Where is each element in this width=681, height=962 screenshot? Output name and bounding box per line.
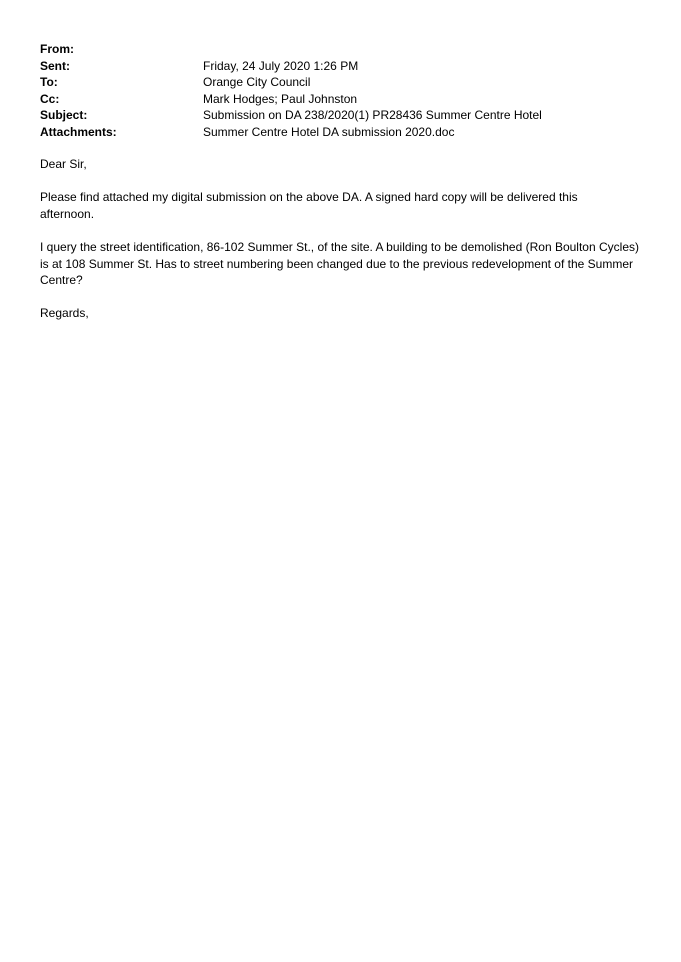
from-label: From:: [40, 42, 74, 56]
subject-value: Submission on DA 238/2020(1) PR28436 Summer Centre Hotel: [203, 108, 542, 123]
greeting: Dear Sir,: [40, 157, 87, 171]
to-value: Orange City Council: [203, 75, 311, 90]
to-label: To:: [40, 75, 58, 90]
attachments-label: Attachments:: [40, 124, 117, 139]
attachments-value: Summer Centre Hotel DA submission 2020.doc: [203, 124, 455, 139]
sent-label: Sent:: [40, 58, 70, 73]
header-row-to: [40, 74, 650, 91]
body-paragraph-2: I query the street identification, 86-102 Summer St., of the site. A building to be demolished (Ron Boulton Cycles) is at 108 Summer St. Has to street numbering been changed due to the previous redevelopment of the Summer Centre?: [40, 239, 639, 288]
cc-label: Cc:: [40, 91, 60, 106]
email-body: [40, 156, 639, 339]
header-row-cc: [40, 91, 650, 108]
email-header-block: [40, 41, 650, 141]
header-row-from: [40, 41, 650, 58]
cc-value: Mark Hodges; Paul Johnston: [203, 91, 358, 106]
subject-label: Subject:: [40, 108, 88, 123]
from-value: [203, 41, 650, 58]
header-row-sent: [40, 58, 650, 75]
sent-value: Friday, 24 July 2020 1:26 PM: [203, 58, 359, 73]
header-row-attachments: [40, 124, 650, 141]
closing: Regards,: [40, 306, 89, 321]
body-paragraph-1: Please find attached my digital submission on the above DA. A signed hard copy will be delivered this afternoon.: [40, 190, 578, 221]
header-row-subject: [40, 107, 650, 124]
